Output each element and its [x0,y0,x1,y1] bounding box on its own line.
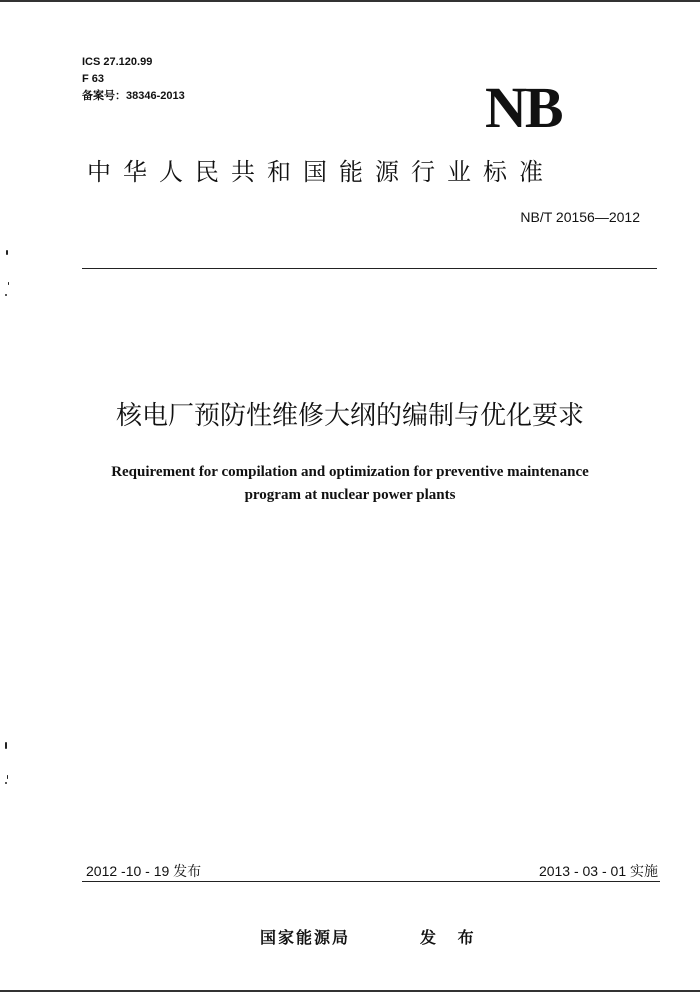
ccs-code: F 63 [82,73,105,85]
issue-label: 发 布 [420,928,482,947]
title-english-line-1: Requirement for compilation and optimization for preventive maintenance [111,464,589,480]
scan-speck [5,782,7,784]
header-rule [82,268,657,269]
standard-number: NB/T 20156—2012 [520,209,640,225]
title-english-line-2: program at nuclear power plants [244,487,456,503]
standard-category: 中华人民共和国能源行业标准 [87,158,555,186]
implement-date: 2013 - 03 - 01 实施 [538,863,658,879]
issuing-authority: 国家能源局 [260,928,351,947]
document-title-chinese: 核电厂预防性维修大纲的编制与优化要求 [115,401,584,431]
document-title-english [60,461,640,507]
bottom-border [0,990,700,992]
filing-number: 备案号：38346-2013 [82,90,185,102]
top-border [0,0,700,2]
nb-logo: NB [485,75,562,140]
scan-speck [7,775,8,779]
scan-speck [5,742,7,749]
publish-date: 2012 -10 - 19 发布 [86,863,202,879]
scan-speck [5,294,7,296]
footer-rule [82,881,660,882]
scan-speck [8,282,9,285]
ics-code: ICS 27.120.99 [82,56,153,68]
scan-speck [6,250,8,255]
